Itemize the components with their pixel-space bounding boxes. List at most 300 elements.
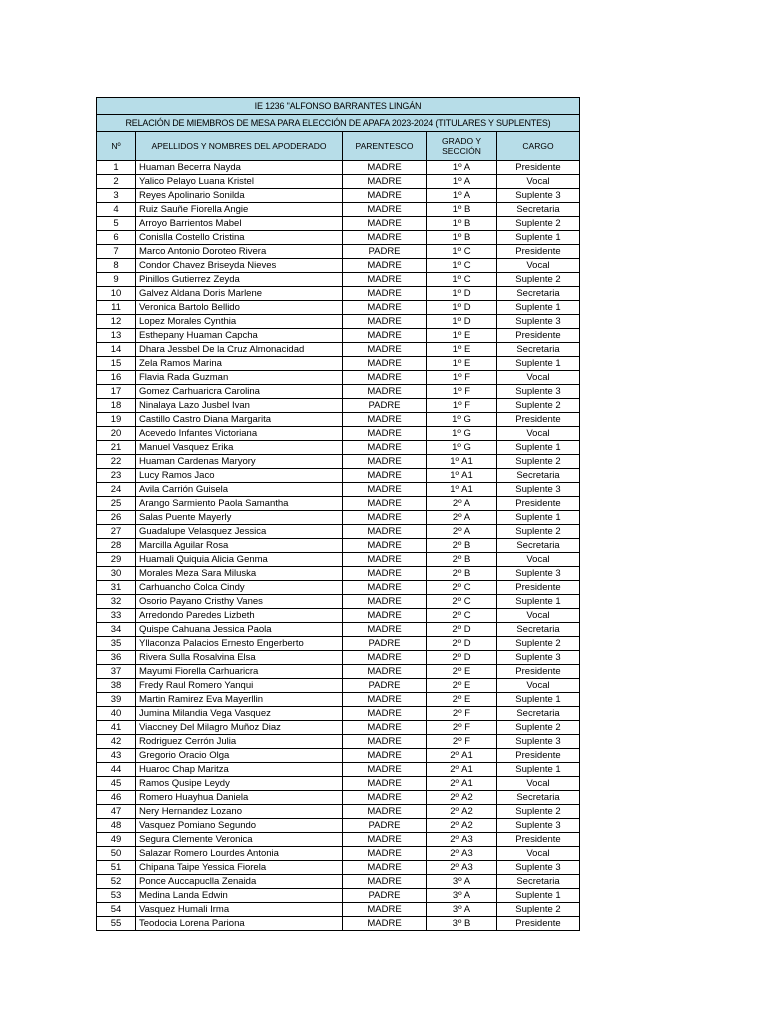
table-row	[97, 875, 580, 889]
row-number: 20	[97, 427, 136, 441]
member-name: Ninalaya Lazo Jusbel Ivan	[136, 399, 343, 413]
grado-cell: 2º C	[427, 609, 497, 623]
row-number: 50	[97, 847, 136, 861]
member-name: Esthepany Huaman Capcha	[136, 329, 343, 343]
parentesco-cell: MADRE	[343, 553, 427, 567]
table-row	[97, 371, 580, 385]
grado-cell: 2º A2	[427, 791, 497, 805]
table-row	[97, 777, 580, 791]
member-name: Reyes Apolinario Sonilda	[136, 189, 343, 203]
table-row	[97, 315, 580, 329]
table-row	[97, 343, 580, 357]
row-number: 6	[97, 231, 136, 245]
table-row	[97, 497, 580, 511]
grado-cell: 2º A	[427, 497, 497, 511]
parentesco-cell: MADRE	[343, 875, 427, 889]
parentesco-cell: MADRE	[343, 511, 427, 525]
table-row	[97, 539, 580, 553]
row-number: 13	[97, 329, 136, 343]
table-row	[97, 301, 580, 315]
grado-cell: 1º C	[427, 259, 497, 273]
member-name: Carhuancho Colca Cindy	[136, 581, 343, 595]
grado-cell: 2º E	[427, 665, 497, 679]
grado-cell: 1º G	[427, 413, 497, 427]
cargo-cell: Suplente 3	[497, 735, 580, 749]
member-name: Acevedo Infantes Victoriana	[136, 427, 343, 441]
row-number: 23	[97, 469, 136, 483]
cargo-cell: Vocal	[497, 259, 580, 273]
cargo-cell: Suplente 2	[497, 721, 580, 735]
grado-cell: 2º D	[427, 637, 497, 651]
parentesco-cell: MADRE	[343, 763, 427, 777]
member-name: Salazar Romero Lourdes Antonia	[136, 847, 343, 861]
parentesco-cell: MADRE	[343, 665, 427, 679]
parentesco-cell: MADRE	[343, 161, 427, 175]
table-row	[97, 329, 580, 343]
grado-cell: 2º A1	[427, 749, 497, 763]
cargo-cell: Suplente 3	[497, 567, 580, 581]
cargo-cell: Presidente	[497, 245, 580, 259]
row-number: 27	[97, 525, 136, 539]
cargo-cell: Suplente 1	[497, 441, 580, 455]
parentesco-cell: MADRE	[343, 469, 427, 483]
table-row	[97, 651, 580, 665]
table-row	[97, 917, 580, 931]
cargo-cell: Suplente 1	[497, 693, 580, 707]
cargo-cell: Secretaria	[497, 707, 580, 721]
cargo-cell: Secretaria	[497, 469, 580, 483]
table-row	[97, 679, 580, 693]
parentesco-cell: MADRE	[343, 455, 427, 469]
grado-cell: 2º A1	[427, 777, 497, 791]
table-row	[97, 707, 580, 721]
grado-cell: 1º D	[427, 287, 497, 301]
grado-cell: 3º A	[427, 875, 497, 889]
member-name: Marco Antonio Doroteo Rivera	[136, 245, 343, 259]
member-name: Huaman Becerra Nayda	[136, 161, 343, 175]
parentesco-cell: PADRE	[343, 399, 427, 413]
row-number: 31	[97, 581, 136, 595]
table-row	[97, 525, 580, 539]
cargo-cell: Suplente 1	[497, 301, 580, 315]
parentesco-cell: PADRE	[343, 637, 427, 651]
parentesco-cell: MADRE	[343, 833, 427, 847]
row-number: 2	[97, 175, 136, 189]
cargo-cell: Vocal	[497, 777, 580, 791]
table-row	[97, 819, 580, 833]
cargo-cell: Suplente 2	[497, 903, 580, 917]
row-number: 36	[97, 651, 136, 665]
table-row	[97, 791, 580, 805]
parentesco-cell: MADRE	[343, 623, 427, 637]
cargo-cell: Secretaria	[497, 875, 580, 889]
table-row	[97, 903, 580, 917]
parentesco-cell: MADRE	[343, 329, 427, 343]
table-row	[97, 385, 580, 399]
cargo-cell: Vocal	[497, 427, 580, 441]
grado-cell: 1º A	[427, 189, 497, 203]
cargo-cell: Suplente 2	[497, 525, 580, 539]
grado-cell: 1º B	[427, 217, 497, 231]
table-row	[97, 763, 580, 777]
parentesco-cell: MADRE	[343, 567, 427, 581]
row-number: 15	[97, 357, 136, 371]
title-row-2	[97, 115, 580, 132]
member-name: Yalico Pelayo Luana Kristel	[136, 175, 343, 189]
cargo-cell: Suplente 1	[497, 231, 580, 245]
parentesco-cell: PADRE	[343, 889, 427, 903]
member-name: Huamali Quiquia Alicia Genma	[136, 553, 343, 567]
parentesco-cell: MADRE	[343, 847, 427, 861]
cargo-cell: Vocal	[497, 175, 580, 189]
member-name: Galvez Aldana Doris Marlene	[136, 287, 343, 301]
parentesco-cell: MADRE	[343, 749, 427, 763]
parentesco-cell: MADRE	[343, 525, 427, 539]
table-row	[97, 189, 580, 203]
table-row	[97, 427, 580, 441]
table-row	[97, 693, 580, 707]
grado-cell: 1º F	[427, 371, 497, 385]
table-row	[97, 847, 580, 861]
member-name: Jumina Milandia Vega Vasquez	[136, 707, 343, 721]
table-row	[97, 637, 580, 651]
row-number: 4	[97, 203, 136, 217]
row-number: 3	[97, 189, 136, 203]
member-name: Arredondo Paredes Lizbeth	[136, 609, 343, 623]
member-name: Arroyo Barrientos Mabel	[136, 217, 343, 231]
cargo-cell: Suplente 1	[497, 595, 580, 609]
row-number: 44	[97, 763, 136, 777]
grado-cell: 1º F	[427, 399, 497, 413]
table-row	[97, 595, 580, 609]
cargo-cell: Suplente 3	[497, 189, 580, 203]
parentesco-cell: MADRE	[343, 441, 427, 455]
parentesco-cell: MADRE	[343, 539, 427, 553]
grado-cell: 1º E	[427, 357, 497, 371]
table-row	[97, 805, 580, 819]
parentesco-cell: MADRE	[343, 721, 427, 735]
member-name: Guadalupe Velasquez Jessica	[136, 525, 343, 539]
parentesco-cell: MADRE	[343, 595, 427, 609]
grado-cell: 2º C	[427, 595, 497, 609]
row-number: 25	[97, 497, 136, 511]
member-name: Ramos Qusipe Leydy	[136, 777, 343, 791]
table-row	[97, 357, 580, 371]
row-number: 46	[97, 791, 136, 805]
member-name: Zela Ramos Marina	[136, 357, 343, 371]
member-name: Marcilla Aguilar Rosa	[136, 539, 343, 553]
row-number: 52	[97, 875, 136, 889]
table-row	[97, 581, 580, 595]
parentesco-cell: MADRE	[343, 903, 427, 917]
cargo-cell: Secretaria	[497, 203, 580, 217]
row-number: 29	[97, 553, 136, 567]
grado-cell: 1º F	[427, 385, 497, 399]
table-row	[97, 889, 580, 903]
member-name: Martin Ramirez Eva Mayerllin	[136, 693, 343, 707]
row-number: 9	[97, 273, 136, 287]
grado-cell: 3º B	[427, 917, 497, 931]
row-number: 49	[97, 833, 136, 847]
row-number: 14	[97, 343, 136, 357]
row-number: 24	[97, 483, 136, 497]
parentesco-cell: MADRE	[343, 371, 427, 385]
member-name: Conislla Costello Cristina	[136, 231, 343, 245]
cargo-cell: Secretaria	[497, 539, 580, 553]
cargo-cell: Suplente 2	[497, 455, 580, 469]
row-number: 19	[97, 413, 136, 427]
table-row	[97, 273, 580, 287]
cargo-cell: Suplente 1	[497, 357, 580, 371]
member-name: Lucy Ramos Jaco	[136, 469, 343, 483]
row-number: 12	[97, 315, 136, 329]
grado-cell: 2º F	[427, 707, 497, 721]
grado-cell: 2º A2	[427, 819, 497, 833]
header-name: APELLIDOS Y NOMBRES DEL APODERADO	[136, 132, 343, 161]
member-name: Condor Chavez Briseyda Nieves	[136, 259, 343, 273]
row-number: 30	[97, 567, 136, 581]
grado-cell: 2º F	[427, 735, 497, 749]
parentesco-cell: MADRE	[343, 791, 427, 805]
grado-cell: 2º B	[427, 539, 497, 553]
parentesco-cell: MADRE	[343, 581, 427, 595]
grado-cell: 1º A	[427, 161, 497, 175]
cargo-cell: Suplente 2	[497, 217, 580, 231]
table-row	[97, 833, 580, 847]
cargo-cell: Presidente	[497, 497, 580, 511]
grado-cell: 1º C	[427, 245, 497, 259]
cargo-cell: Presidente	[497, 665, 580, 679]
grado-cell: 1º A1	[427, 469, 497, 483]
member-name: Lopez Morales Cynthia	[136, 315, 343, 329]
parentesco-cell: MADRE	[343, 343, 427, 357]
grado-cell: 2º B	[427, 567, 497, 581]
row-number: 43	[97, 749, 136, 763]
member-name: Vasquez Pomiano Segundo	[136, 819, 343, 833]
member-name: Osorio Payano Cristhy Vanes	[136, 595, 343, 609]
row-number: 34	[97, 623, 136, 637]
member-name: Dhara Jessbel De la Cruz Almonacidad	[136, 343, 343, 357]
parentesco-cell: MADRE	[343, 917, 427, 931]
member-name: Yllaconza Palacios Ernesto Engerberto	[136, 637, 343, 651]
parentesco-cell: MADRE	[343, 287, 427, 301]
row-number: 22	[97, 455, 136, 469]
parentesco-cell: MADRE	[343, 273, 427, 287]
row-number: 37	[97, 665, 136, 679]
table-row	[97, 469, 580, 483]
grado-cell: 3º A	[427, 889, 497, 903]
cargo-cell: Presidente	[497, 329, 580, 343]
title-row-1	[97, 98, 580, 115]
row-number: 16	[97, 371, 136, 385]
grado-cell: 2º A3	[427, 833, 497, 847]
cargo-cell: Suplente 3	[497, 861, 580, 875]
row-number: 32	[97, 595, 136, 609]
grado-cell: 1º G	[427, 427, 497, 441]
grado-cell: 2º E	[427, 693, 497, 707]
table-row	[97, 217, 580, 231]
grado-cell: 1º C	[427, 273, 497, 287]
cargo-cell: Vocal	[497, 553, 580, 567]
member-name: Romero Huayhua Daniela	[136, 791, 343, 805]
cargo-cell: Secretaria	[497, 287, 580, 301]
parentesco-cell: MADRE	[343, 301, 427, 315]
cargo-cell: Presidente	[497, 161, 580, 175]
table-row	[97, 231, 580, 245]
member-name: Fredy Raul Romero Yanqui	[136, 679, 343, 693]
table-row	[97, 609, 580, 623]
parentesco-cell: MADRE	[343, 315, 427, 329]
grado-cell: 1º D	[427, 301, 497, 315]
member-name: Viaccney Del Milagro Muñoz Diaz	[136, 721, 343, 735]
row-number: 42	[97, 735, 136, 749]
member-name: Quispe Cahuana Jessica Paola	[136, 623, 343, 637]
member-name: Veronica Bartolo Bellido	[136, 301, 343, 315]
table-row	[97, 441, 580, 455]
member-name: Manuel Vasquez Erika	[136, 441, 343, 455]
row-number: 21	[97, 441, 136, 455]
parentesco-cell: MADRE	[343, 707, 427, 721]
grado-cell: 1º G	[427, 441, 497, 455]
cargo-cell: Suplente 2	[497, 637, 580, 651]
grado-cell: 2º A	[427, 511, 497, 525]
cargo-cell: Suplente 1	[497, 889, 580, 903]
cargo-cell: Suplente 3	[497, 483, 580, 497]
table-row	[97, 455, 580, 469]
table-body	[97, 161, 580, 931]
row-number: 33	[97, 609, 136, 623]
column-header-row	[97, 132, 580, 161]
cargo-cell: Secretaria	[497, 343, 580, 357]
member-name: Morales Meza Sara Miluska	[136, 567, 343, 581]
member-name: Medina Landa Edwin	[136, 889, 343, 903]
member-name: Mayumi Fiorella Carhuaricra	[136, 665, 343, 679]
cargo-cell: Suplente 2	[497, 273, 580, 287]
parentesco-cell: MADRE	[343, 497, 427, 511]
row-number: 17	[97, 385, 136, 399]
parentesco-cell: MADRE	[343, 693, 427, 707]
member-name: Arango Sarmiento Paola Samantha	[136, 497, 343, 511]
row-number: 39	[97, 693, 136, 707]
member-name: Vasquez Humali Irma	[136, 903, 343, 917]
cargo-cell: Presidente	[497, 581, 580, 595]
grado-cell: 1º A	[427, 175, 497, 189]
table-row	[97, 399, 580, 413]
cargo-cell: Vocal	[497, 847, 580, 861]
member-name: Rivera Sulla Rosalvina Elsa	[136, 651, 343, 665]
grado-cell: 2º C	[427, 581, 497, 595]
member-name: Avila Carrión Guisela	[136, 483, 343, 497]
document-subtitle: RELACIÓN DE MIEMBROS DE MESA PARA ELECCIÓN DE APAFA 2023-2024 (TITULARES Y SUPLENTES)	[97, 115, 580, 132]
parentesco-cell: MADRE	[343, 483, 427, 497]
row-number: 40	[97, 707, 136, 721]
table-row	[97, 567, 580, 581]
table-row	[97, 721, 580, 735]
member-name: Nery Hernandez Lozano	[136, 805, 343, 819]
grado-cell: 1º D	[427, 315, 497, 329]
parentesco-cell: MADRE	[343, 231, 427, 245]
row-number: 7	[97, 245, 136, 259]
row-number: 38	[97, 679, 136, 693]
parentesco-cell: MADRE	[343, 203, 427, 217]
member-name: Gomez Carhuaricra Carolina	[136, 385, 343, 399]
cargo-cell: Presidente	[497, 917, 580, 931]
parentesco-cell: PADRE	[343, 819, 427, 833]
grado-cell: 2º A3	[427, 847, 497, 861]
cargo-cell: Suplente 3	[497, 385, 580, 399]
table-row	[97, 245, 580, 259]
cargo-cell: Suplente 1	[497, 511, 580, 525]
grado-cell: 1º E	[427, 329, 497, 343]
table-row	[97, 749, 580, 763]
parentesco-cell: MADRE	[343, 777, 427, 791]
cargo-cell: Secretaria	[497, 791, 580, 805]
cargo-cell: Vocal	[497, 609, 580, 623]
row-number: 54	[97, 903, 136, 917]
member-name: Chipana Taipe Yessica Fiorela	[136, 861, 343, 875]
parentesco-cell: MADRE	[343, 189, 427, 203]
row-number: 45	[97, 777, 136, 791]
table-row	[97, 413, 580, 427]
member-name: Flavia Rada Guzman	[136, 371, 343, 385]
school-title: IE 1236 "ALFONSO BARRANTES LINGÁN	[97, 98, 580, 115]
table-row	[97, 259, 580, 273]
table-row	[97, 553, 580, 567]
cargo-cell: Suplente 2	[497, 399, 580, 413]
member-name: Ponce Auccapuclla Zenaida	[136, 875, 343, 889]
grado-cell: 2º A2	[427, 805, 497, 819]
parentesco-cell: MADRE	[343, 427, 427, 441]
row-number: 5	[97, 217, 136, 231]
cargo-cell: Presidente	[497, 749, 580, 763]
member-name: Teodocia Lorena Pariona	[136, 917, 343, 931]
members-table	[96, 97, 580, 931]
parentesco-cell: MADRE	[343, 651, 427, 665]
cargo-cell: Suplente 3	[497, 819, 580, 833]
table-row	[97, 175, 580, 189]
row-number: 8	[97, 259, 136, 273]
grado-cell: 1º A1	[427, 483, 497, 497]
row-number: 48	[97, 819, 136, 833]
member-name: Castillo Castro Diana Margarita	[136, 413, 343, 427]
header-num: Nº	[97, 132, 136, 161]
member-name: Ruiz Sauñe Fiorella Angie	[136, 203, 343, 217]
header-parentesco: PARENTESCO	[343, 132, 427, 161]
row-number: 51	[97, 861, 136, 875]
grado-cell: 2º D	[427, 623, 497, 637]
table-row	[97, 665, 580, 679]
grado-cell: 1º A1	[427, 455, 497, 469]
cargo-cell: Suplente 3	[497, 315, 580, 329]
row-number: 11	[97, 301, 136, 315]
member-name: Huaroc Chap Maritza	[136, 763, 343, 777]
table-row	[97, 203, 580, 217]
parentesco-cell: MADRE	[343, 385, 427, 399]
grado-cell: 2º A1	[427, 763, 497, 777]
member-name: Huaman Cardenas Maryory	[136, 455, 343, 469]
row-number: 28	[97, 539, 136, 553]
grado-cell: 3º A	[427, 903, 497, 917]
parentesco-cell: MADRE	[343, 357, 427, 371]
parentesco-cell: MADRE	[343, 413, 427, 427]
grado-cell: 1º B	[427, 203, 497, 217]
table-row	[97, 861, 580, 875]
table-row	[97, 511, 580, 525]
member-name: Salas Puente Mayerly	[136, 511, 343, 525]
parentesco-cell: MADRE	[343, 735, 427, 749]
grado-cell: 2º B	[427, 553, 497, 567]
table-row	[97, 623, 580, 637]
